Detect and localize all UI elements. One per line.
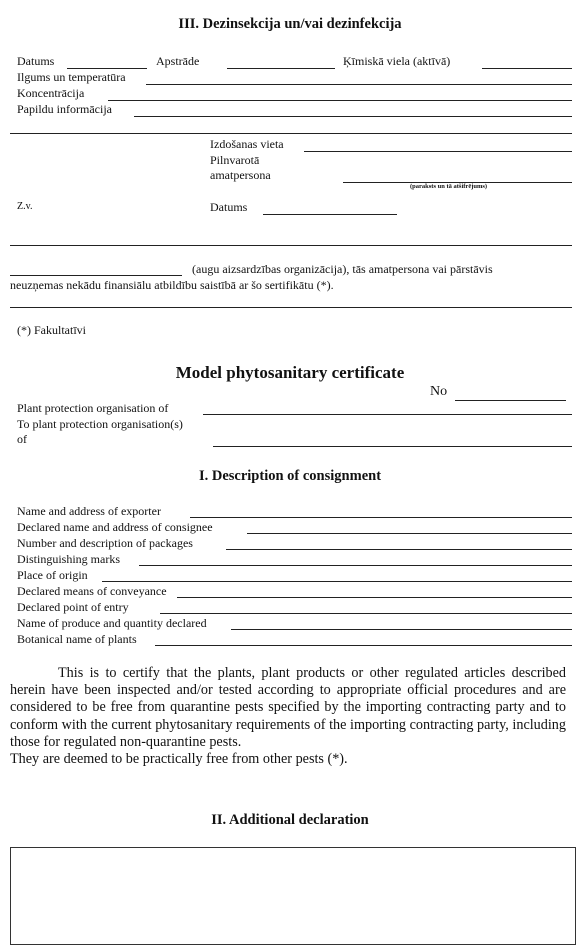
certificate-title: Model phytosanitary certificate (175, 363, 405, 382)
date-label: Datums (17, 54, 55, 68)
additional-info-field[interactable] (134, 116, 572, 117)
packages-label: Number and description of packages (17, 536, 193, 550)
to-org-label: To plant protection organisation(s) (17, 417, 183, 431)
signature-caption: (paraksts un tā atšifrējums) (410, 183, 488, 190)
consignee-label: Declared name and address of consignee (17, 520, 213, 534)
packages-field[interactable] (226, 549, 572, 550)
botanical-field[interactable] (155, 645, 572, 646)
org-of-label: Plant protection organisation of (17, 401, 169, 415)
concentration-label: Koncentrācija (17, 86, 85, 100)
treatment-field[interactable] (227, 68, 335, 69)
chemical-label: Ķīmiskā viela (aktīvā) (343, 54, 451, 68)
chemical-field[interactable] (482, 68, 572, 69)
additional-info-label: Papildu informācija (17, 102, 112, 116)
duration-label: Ilgums un temperatūra (17, 70, 126, 84)
origin-field[interactable] (102, 581, 572, 582)
consignment-heading: I. Description of consignment (198, 468, 382, 484)
issue-date-field[interactable] (263, 214, 397, 215)
certification-paragraph: This is to certify that the plants, plant products or other regulated articles described herein have been inspected and/or tested according to appropriate official procedures and are considered to be free from quarantine pests specified by the importing contracting party and to conform with the current phytosanitary requirements of the importing contracting party, including those for regulated non-quarantine pests. (10, 665, 566, 750)
entry-point-label: Declared point of entry (17, 600, 129, 614)
divider-1 (10, 133, 572, 134)
place-of-issue-field[interactable] (304, 151, 572, 152)
additional-declaration-box[interactable] (10, 847, 576, 945)
divider-2 (10, 245, 572, 246)
liability-line-2: neuzņemas nekādu finansiālu atbildību saistībā ar šo sertifikātu (*). (10, 278, 334, 292)
to-org-field[interactable] (213, 446, 572, 447)
entry-point-field[interactable] (160, 613, 572, 614)
official-label: amatpersona (210, 168, 271, 182)
additional-declaration-heading: II. Additional declaration (211, 812, 369, 828)
produce-field[interactable] (231, 629, 572, 630)
duration-field[interactable] (146, 84, 572, 85)
authorized-label: Pilnvarotā (210, 153, 260, 167)
produce-label: Name of produce and quantity declared (17, 616, 207, 630)
place-of-issue-label: Izdošanas vieta (210, 137, 284, 151)
concentration-field[interactable] (108, 100, 572, 101)
origin-label: Place of origin (17, 568, 88, 582)
exporter-label: Name and address of exporter (17, 504, 161, 518)
exporter-field[interactable] (190, 517, 572, 518)
conveyance-field[interactable] (177, 597, 572, 598)
certificate-number-field[interactable] (455, 400, 566, 401)
footnote: (*) Fakultatīvi (17, 323, 86, 337)
organisation-field[interactable] (10, 275, 182, 276)
org-of-field[interactable] (203, 414, 572, 415)
section-3-heading: III. Dezinsekcija un/vai dezinfekcija (178, 16, 402, 32)
stamp-label: Z.v. (17, 201, 33, 212)
liability-line-1: (augu aizsardzības organizācija), tās amatpersona vai pārstāvis (192, 262, 493, 276)
conveyance-label: Declared means of conveyance (17, 584, 167, 598)
marks-field[interactable] (139, 565, 572, 566)
consignee-field[interactable] (247, 533, 572, 534)
marks-label: Distinguishing marks (17, 552, 121, 566)
botanical-label: Botanical name of plants (17, 632, 137, 646)
to-org-of-label: of (17, 432, 27, 446)
treatment-label: Apstrāde (156, 54, 200, 68)
issue-date-label: Datums (210, 200, 248, 214)
certificate-number-label: No (430, 384, 448, 399)
pests-statement: They are deemed to be practically free from other pests (*). (10, 751, 348, 768)
divider-3 (10, 307, 572, 308)
date-field[interactable] (67, 68, 147, 69)
certification-text (10, 665, 566, 768)
